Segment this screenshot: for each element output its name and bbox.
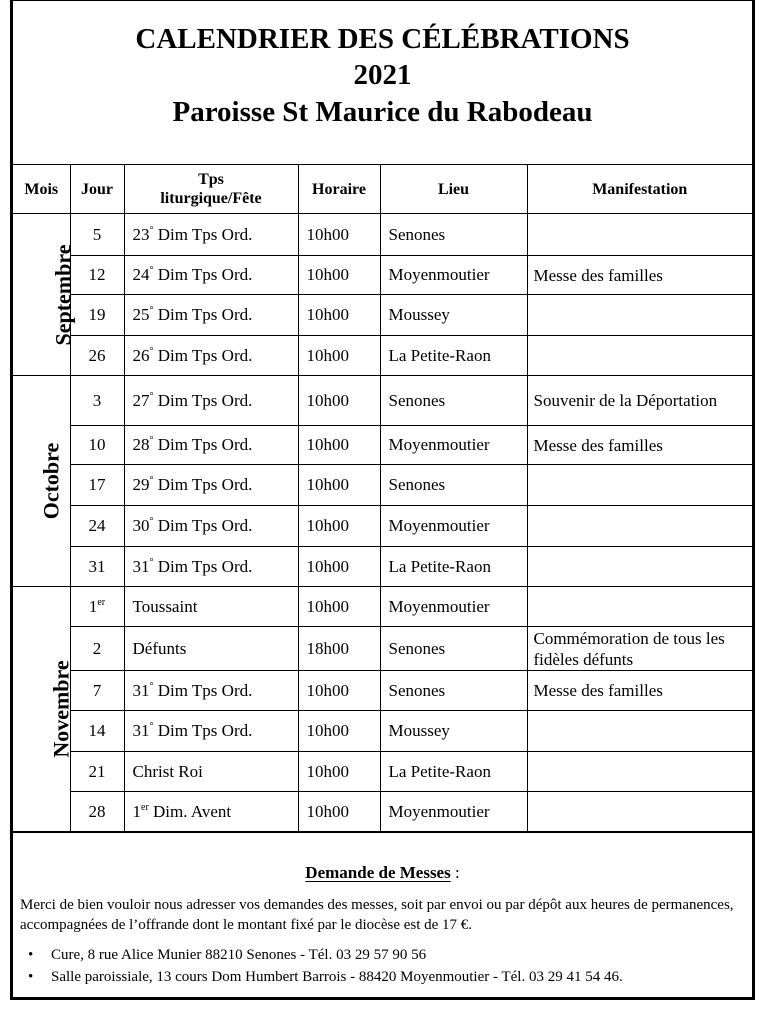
liturgical-rest: Dim Tps Ord. [153,435,253,454]
place-cell: Moussey [380,295,527,336]
table-row [13,752,752,792]
liturgical-main: 23 [132,224,150,244]
time-cell: 10h00 [298,214,380,256]
day-number: 5 [92,224,102,244]
time-cell: 10h00 [298,792,380,832]
day-cell [70,256,124,295]
table-row [13,465,752,506]
contact-text: Cure, 8 rue Alice Munier 88210 Senones - Tél. 03 29 57 90 56 [51,947,427,963]
time-cell: 10h00 [298,671,380,711]
day-number: 7 [92,680,102,700]
liturgical-main: 31 [132,680,150,700]
time-cell: 10h00 [298,587,380,627]
liturgical-time-cell [124,336,298,376]
liturgical-main: 28 [132,435,150,454]
event-cell [527,547,752,587]
day-number: 2 [92,638,102,658]
liturgical-main: 31 [132,556,150,576]
ordinal-mark: ° [149,435,154,446]
day-number: 24 [88,516,106,535]
mass-request-title: Demande de Messes [305,863,451,882]
event-cell [527,711,752,752]
day-number: 19 [88,305,106,324]
event-cell [527,506,752,547]
day-cell [70,376,124,426]
table-body [13,214,752,832]
liturgical-main: 29 [132,475,150,494]
mass-request-section [13,832,752,998]
month-label: Novembre [48,660,74,758]
place-cell: Senones [380,465,527,506]
liturgical-main: 30 [132,516,150,535]
liturgical-time-cell [124,465,298,506]
liturgical-main: 26 [132,345,150,365]
table-row [13,627,752,671]
table-row [13,506,752,547]
day-cell [70,627,124,671]
event-cell: Commémoration de tous les fidèles défunts [527,627,752,671]
place-cell: Senones [380,671,527,711]
liturgical-main: 24 [132,265,150,284]
time-cell: 10h00 [298,711,380,752]
place-cell: Senones [380,376,527,426]
time-cell: 10h00 [298,295,380,336]
day-number: 3 [92,390,102,410]
liturgical-time-cell [124,587,298,627]
event-cell: Messe des familles [527,671,752,711]
document-title: CALENDRIER DES CÉLÉBRATIONS [135,23,630,55]
day-number: 21 [88,761,106,781]
mass-request-title-suffix: : [450,863,460,882]
time-cell: 10h00 [298,547,380,587]
ordinal-mark: ° [149,680,154,692]
liturgical-rest: Dim Tps Ord. [153,475,253,494]
day-cell [70,752,124,792]
liturgical-time-cell [124,547,298,587]
header-horaire: Horaire [298,165,380,214]
liturgical-rest: Dim Tps Ord. [153,345,253,365]
contact-item [13,966,623,988]
event-cell: Messe des familles [527,426,752,465]
contact-list [13,944,623,988]
celebrations-table [13,164,752,832]
table-row [13,295,752,336]
ordinal-mark: ° [149,556,154,568]
header-tps-line1: Tps [198,171,224,188]
liturgical-main: Toussaint [132,596,198,616]
liturgical-time-cell [124,627,298,671]
event-cell [527,752,752,792]
day-number: 28 [88,801,106,821]
contact-text: Salle paroissiale, 13 cours Dom Humbert Barrois - 88420 Moyenmoutier - Tél. 03 29 41 54 46. [51,969,623,985]
day-cell [70,465,124,506]
header-mois: Mois [13,165,70,214]
place-cell: Moyenmoutier [380,792,527,832]
ordinal-mark: ° [149,475,154,486]
month-cell [13,376,70,587]
ordinal-mark: ° [149,516,154,527]
day-cell [70,671,124,711]
header-lieu: Lieu [380,165,527,214]
liturgical-rest: Dim Tps Ord. [153,305,253,324]
table-row [13,426,752,465]
table-row [13,711,752,752]
document-page [10,0,755,1000]
ordinal-mark: ° [149,224,154,236]
place-cell: Moyenmoutier [380,256,527,295]
day-number: 17 [88,475,106,494]
time-cell: 18h00 [298,627,380,671]
liturgical-rest: Dim Tps Ord. [153,556,253,576]
ordinal-mark: ° [149,721,154,732]
place-cell: Senones [380,214,527,256]
day-number: 10 [88,435,106,454]
place-cell: La Petite-Raon [380,752,527,792]
day-cell [70,295,124,336]
place-cell: La Petite-Raon [380,336,527,376]
place-cell: La Petite-Raon [380,547,527,587]
time-cell: 10h00 [298,256,380,295]
liturgical-main: 27 [132,390,150,410]
time-cell: 10h00 [298,506,380,547]
place-cell: Moyenmoutier [380,506,527,547]
month-cell [13,214,76,376]
liturgical-time-cell [124,671,298,711]
header-jour: Jour [70,165,124,214]
bullet-icon: • [28,969,34,985]
liturgical-rest: Dim Tps Ord. [153,680,253,700]
day-cell [70,426,124,465]
ordinal-mark: ° [149,265,154,276]
day-cell [70,547,124,587]
table-row [13,256,752,295]
day-suffix: er [97,596,106,608]
liturgical-time-cell [124,376,298,426]
place-cell: Senones [380,627,527,671]
day-cell [70,711,124,752]
contact-item [13,944,623,966]
month-cell [13,587,74,832]
header-tps-liturgique [124,165,298,214]
day-cell [70,336,124,376]
parish-name: Paroisse St Maurice du Rabodeau [172,96,593,128]
ordinal-mark: ° [149,305,154,316]
place-cell: Moyenmoutier [380,587,527,627]
time-cell: 10h00 [298,376,380,426]
liturgical-main: Christ Roi [132,761,203,781]
table-row [13,376,752,426]
time-cell: 10h00 [298,465,380,506]
liturgical-time-cell [124,426,298,465]
liturgical-main: 1 [132,801,141,821]
header-tps-line2: liturgique/Fête [160,190,262,207]
liturgical-time-cell [124,792,298,832]
document-year: 2021 [353,59,412,91]
event-cell [527,336,752,376]
place-cell: Moyenmoutier [380,426,527,465]
day-number: 1 [88,596,98,616]
event-cell: Souvenir de la Déportation [527,376,752,426]
mass-request-text: Merci de bien vouloir nous adresser vos demandes des messes, soit par envoi ou par dépôt aux heures de permanences, accompagnées de l’offrande dont le montant fixé par le diocèse est de 17 €. [20,897,734,933]
liturgical-main: Défunts [132,638,187,658]
table-row [13,792,752,832]
header-manifestation: Manifestation [527,165,752,214]
event-cell [527,587,752,627]
day-cell [70,506,124,547]
liturgical-time-cell [124,256,298,295]
event-cell [527,295,752,336]
title-block [13,1,752,165]
ordinal-mark: ° [149,390,154,402]
ordinal-mark: ° [149,345,154,357]
liturgical-time-cell [124,506,298,547]
liturgical-time-cell [124,752,298,792]
day-cell [70,214,124,256]
day-cell [70,587,124,627]
table-row [13,336,752,376]
table-row [13,671,752,711]
liturgical-rest: Dim Tps Ord. [153,224,253,244]
day-number: 26 [88,345,106,365]
time-cell: 10h00 [298,752,380,792]
table-row [13,587,752,627]
table-row [13,214,752,256]
event-cell [527,792,752,832]
month-label: Septembre [50,243,76,346]
liturgical-rest: Dim. Avent [148,801,232,821]
liturgical-time-cell [124,711,298,752]
event-cell [527,214,752,256]
liturgical-rest: Dim Tps Ord. [153,721,253,740]
liturgical-time-cell [124,214,298,256]
table-header-row [13,165,752,214]
liturgical-rest: Dim Tps Ord. [153,390,253,410]
liturgical-rest: Dim Tps Ord. [153,516,253,535]
day-number: 12 [88,265,106,284]
event-cell [527,465,752,506]
liturgical-main: 25 [132,305,150,324]
place-cell: Moussey [380,711,527,752]
ordinal-mark: er [141,801,149,813]
time-cell: 10h00 [298,336,380,376]
table-row [13,547,752,587]
event-cell: Messe des familles [527,256,752,295]
bullet-icon: • [28,947,34,963]
liturgical-main: 31 [132,721,150,740]
liturgical-rest: Dim Tps Ord. [153,265,253,284]
month-label: Octobre [38,442,64,520]
liturgical-time-cell [124,295,298,336]
day-cell [70,792,124,832]
day-number: 14 [88,721,106,740]
time-cell: 10h00 [298,426,380,465]
mass-request-heading [13,863,752,883]
day-number: 31 [88,556,106,576]
